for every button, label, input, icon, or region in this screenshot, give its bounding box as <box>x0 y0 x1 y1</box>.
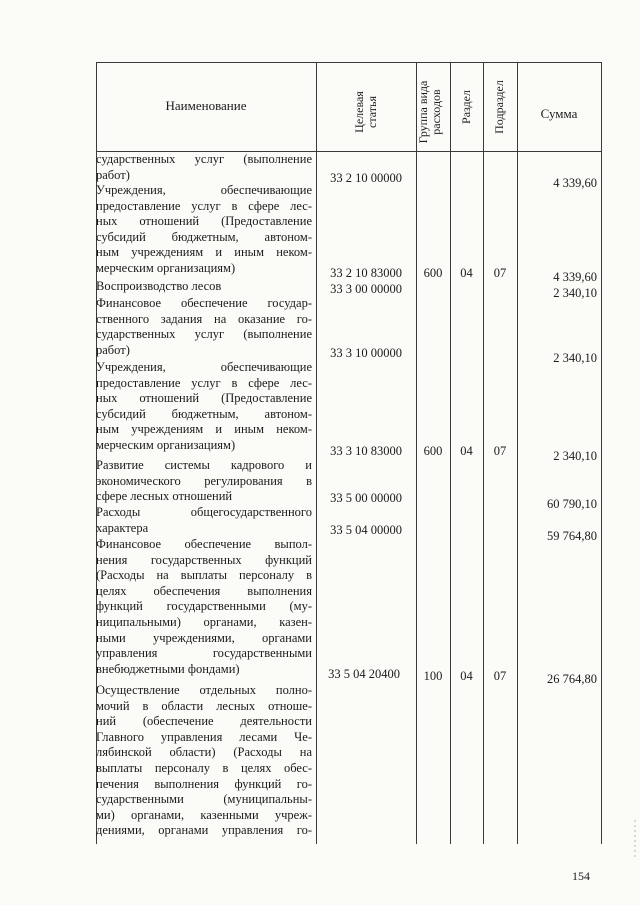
row-article: 33 2 10 00000 <box>330 171 402 185</box>
row-section: 04 <box>460 266 473 280</box>
page-number: 154 <box>572 869 590 883</box>
row-article: 33 3 00 00000 <box>330 282 402 296</box>
row-name: сударственных услуг (выполнение работ) <box>96 152 312 182</box>
row-name: Воспроизводство лесов <box>96 279 222 293</box>
row-sum: 60 790,10 <box>547 497 597 511</box>
row-name: Расходы общегосударственного характера <box>96 505 312 535</box>
row-sum: 59 764,80 <box>547 529 597 543</box>
row-name: Учреждения, обеспечивающие предоставление услуг в сфере лес- ных отношений (Предоставление субсидий бюджетным, автоном- ным учреждениям и иным неком- мерческим организациям) <box>96 183 312 275</box>
row-article: 33 5 04 20400 <box>328 667 400 681</box>
row-group: 600 <box>423 266 443 280</box>
row-name: Осуществление отдельных полно- мочий в области лесных отноше- ний (обеспечение деятельности Главного управления лесами Че- лябинской области) (Расходы на выплаты персоналу в целях обес- печения выполнения функций го- сударственными (муниципальны- ми) органами, казенными учреж- дениями, органами управления го- <box>96 683 312 838</box>
row-article: 33 5 00 00000 <box>330 491 402 505</box>
row-section: 04 <box>460 444 473 458</box>
row-subsection: 07 <box>493 669 507 683</box>
header-subsection: Подраздел <box>492 80 506 134</box>
row-sum: 2 340,10 <box>553 351 597 365</box>
row-sum: 2 340,10 <box>553 286 597 300</box>
row-name: Финансовое обеспечение выпол- нения государственных функций (Расходы на выплаты персоналу в целях обеспечения выполнения функций государственными (му- ниципальными) органами, казен- ными учреждениями, органами управления государственными внебюджетными фондами) <box>96 537 312 676</box>
row-sum: 26 764,80 <box>547 672 597 686</box>
row-sum: 4 339,60 <box>553 176 597 190</box>
scan-artifact <box>634 820 636 860</box>
col-border-right <box>601 62 602 844</box>
row-name: Развитие системы кадрового и экономического регулирования в сфере лесных отношений <box>96 458 312 504</box>
row-group: 100 <box>423 669 443 683</box>
row-article: 33 3 10 00000 <box>330 346 402 360</box>
row-sum: 4 339,60 <box>553 270 597 284</box>
row-name: Учреждения, обеспечивающие предоставление услуг в сфере лес- ных отношений (Предоставление субсидий бюджетным, автоном- ным учреждениям и иным неком- мерческим организациям) <box>96 360 312 452</box>
table-top-border <box>96 62 601 63</box>
row-group: 600 <box>423 444 443 458</box>
row-article: 33 3 10 83000 <box>330 444 402 458</box>
row-article: 33 5 04 00000 <box>330 523 402 537</box>
header-section: Раздел <box>459 90 473 124</box>
row-article: 33 2 10 83000 <box>330 266 402 280</box>
row-subsection: 07 <box>493 266 507 280</box>
row-name: Финансовое обеспечение государ- ственного задания на оказание го- сударственных услуг (выполнение работ) <box>96 296 312 357</box>
header-target-article: Целевая статья <box>352 91 379 133</box>
header-name: Наименование <box>165 98 247 113</box>
header-expense-group: Группа вида расходов <box>416 80 443 144</box>
header-sum: Сумма <box>540 106 578 121</box>
row-subsection: 07 <box>493 444 507 458</box>
row-sum: 2 340,10 <box>553 449 597 463</box>
row-section: 04 <box>460 669 473 683</box>
